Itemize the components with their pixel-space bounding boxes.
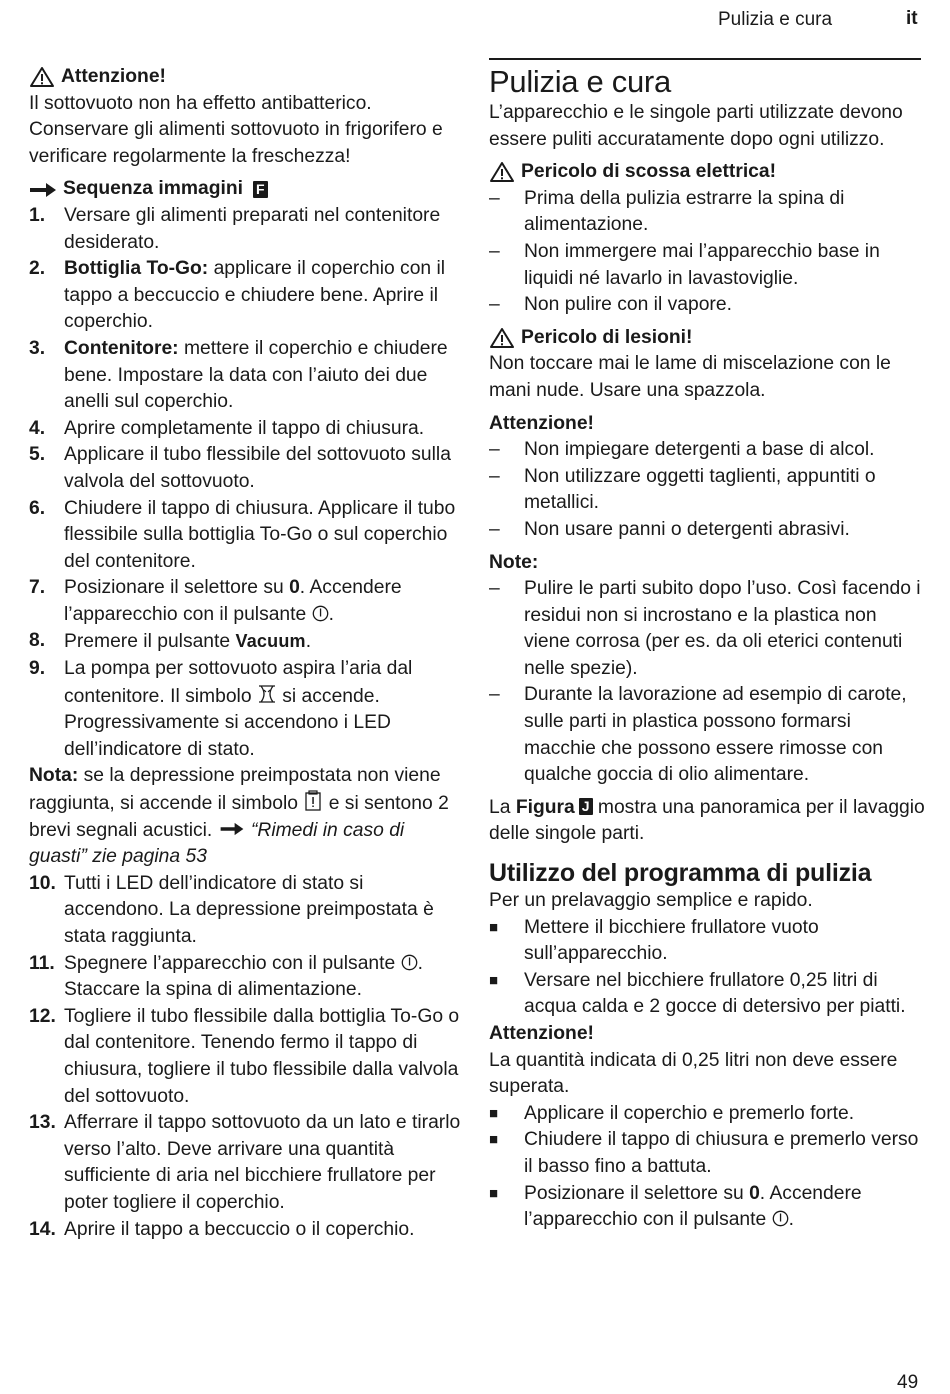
attention-heading-2: Attenzione! (489, 1023, 594, 1044)
error-symbol-icon (303, 790, 323, 812)
attention-title: Attenzione! (61, 66, 166, 87)
intro-text: L’apparecchio e le singole parti utilizzate devono essere puliti accuratamente dopo ogni utilizzo. (489, 102, 903, 150)
list-item: 2. Bottiglia To-Go: applicare il coperchio con il tappo a beccuccio e chiudere bene. Aprire il coperchio. (29, 258, 446, 333)
cleaning-steps-list (489, 915, 925, 1021)
list-item: – Non impiegare detergenti a base di alcol. (489, 439, 875, 461)
arrow-right-icon (218, 822, 246, 836)
arrow-right-icon (29, 182, 57, 198)
list-item: 14. Aprire il tappo a beccuccio o il coperchio. (29, 1218, 415, 1240)
notes-list (489, 576, 925, 789)
list-item: 8. Premere il pulsante Vacuum. (29, 630, 312, 653)
list-item: ■ Mettere il bicchiere frullatore vuoto sull’apparecchio. (489, 916, 819, 965)
warning-triangle-icon (489, 161, 515, 183)
list-item: – Non pulire con il vapore. (489, 294, 732, 316)
list-item: 10. Tutti i LED dell’indicatore di stato si accendono. La depressione preimpostata è stata raggiunta. (29, 872, 434, 947)
list-item: 1. Versare gli alimenti preparati nel contenitore desiderato. (29, 204, 441, 253)
attention-list (489, 437, 925, 543)
steps-list (29, 203, 465, 763)
list-item: 9. La pompa per sottovuoto aspira l’aria dal contenitore. Il simbolo si accende. Progressivamente si accendono i LED dell’indicatore di stato. (29, 658, 413, 760)
vacuum-button-label: Vacuum (235, 631, 306, 652)
danger-injury-text: Non toccare mai le lame di miscelazione con le mani nude. Usare una spazzola. (489, 353, 891, 401)
sequence-heading (29, 176, 465, 203)
attention-heading: Attenzione! (489, 412, 594, 434)
sequence-title: Sequenza immagini (63, 178, 243, 200)
warning-triangle-icon (489, 327, 515, 349)
power-button-icon (772, 1210, 789, 1227)
subsection-title: Utilizzo del programma di pulizia (489, 859, 872, 888)
list-item: – Non usare panni o detergenti abrasivi. (489, 518, 850, 540)
attention-heading (29, 64, 465, 91)
list-item: 13. Afferrare il tappo sottovuoto da un lato e tirarlo verso l’alto. Deve arrivare una quantità sufficiente di aria nel bicchiere frullatore per poter togliere il coperchio. (29, 1112, 461, 1213)
right-column (489, 64, 925, 1234)
list-item: – Pulire le parti subito dopo l’uso. Così facendo i residui non si incrostano e la plastica non viene corrosa (per es. da oli eterici contenuti nelle spezie). (489, 578, 921, 679)
warning-triangle-icon (29, 66, 55, 88)
list-item: ■ Applicare il coperchio e premerlo forte. (489, 1102, 855, 1124)
attention-text-2: La quantità indicata di 0,25 litri non deve essere superata. (489, 1049, 898, 1098)
notes-heading: Note: (489, 551, 539, 573)
list-item: 7. Posizionare il selettore su 0. Accendere l’apparecchio con il pulsante . (29, 577, 402, 625)
list-item: – Durante la lavorazione ad esempio di carote, sulle parti in plastica possono formarsi macchie che possono essere rimosse con qualche goccia di olio alimentare. (489, 684, 907, 786)
page-number: 49 (897, 1372, 919, 1393)
list-item: – Non utilizzare oggetti taglienti, appuntiti o metallici. (489, 465, 876, 514)
list-item: 11. Spegnere l’apparecchio con il pulsante . Staccare la spina di alimentazione. (29, 952, 423, 1001)
cross-reference-link[interactable]: “Rimedi in caso di guasti” zie pagina 53 (29, 819, 405, 868)
attention-text: Il sottovuoto non ha effetto antibatterico. Conservare gli alimenti sottovuoto in frigorifero e verificare regolarmente la freschezza! (29, 92, 443, 167)
figure-reference: La Figura J mostra una panoramica per il lavaggio delle singole parti. (489, 796, 925, 845)
list-item: – Prima della pulizia estrarre la spina di alimentazione. (489, 187, 845, 236)
header-section-title: Pulizia e cura (718, 9, 833, 30)
power-button-icon (401, 954, 418, 971)
danger-injury-heading: Pericolo di lesioni! (489, 325, 925, 352)
power-button-icon (312, 605, 329, 622)
note-paragraph: Nota: se la depressione preimpostata non viene raggiunta, si accende il simbolo e si sentono 2 brevi segnali acustici. “Rimedi in caso di guasti” zie pagina 53 (29, 765, 449, 868)
figure-letter-badge: F (253, 181, 268, 198)
header-language: it (906, 8, 918, 29)
subsection-intro: Per un prelavaggio semplice e rapido. (489, 890, 813, 912)
list-item: ■ Chiudere il tappo di chiusura e premerlo verso il basso fino a battuta. (489, 1129, 919, 1177)
list-item: 12. Togliere il tubo flessibile dalla bottiglia To-Go o dal contenitore. Tenendo fermo il tappo di chiusura, togliere il tubo flessibile dalla valvola del sottovuoto. (29, 1005, 460, 1107)
section-title: Pulizia e cura (489, 64, 671, 99)
list-item: 4. Aprire completamente il tappo di chiusura. (29, 417, 425, 439)
cleaning-steps-list-2 (489, 1101, 925, 1234)
figure-letter-badge: J (579, 798, 593, 815)
steps-list-continued (29, 871, 465, 1243)
list-item: 5. Applicare il tubo flessibile del sottovuoto sulla valvola del sottovuoto. (29, 444, 451, 492)
list-item: 3. Contenitore: mettere il coperchio e chiudere bene. Impostare la data con l’aiuto dei due anelli sul coperchio. (29, 337, 448, 413)
list-item: 6. Chiudere il tappo di chiusura. Applicare il tubo flessibile sulla bottiglia To-Go o sul coperchio del contenitore. (29, 497, 456, 572)
danger-electric-list (489, 186, 925, 319)
left-column (29, 64, 465, 1243)
danger-electric-heading: Pericolo di scossa elettrica! (489, 159, 925, 186)
list-item: ■ Posizionare il selettore su 0. Accendere l’apparecchio con il pulsante . (489, 1182, 862, 1231)
header-rule (489, 58, 921, 60)
list-item: ■ Versare nel bicchiere frullatore 0,25 litri di acqua calda e 2 gocce di detersivo per piatti. (489, 969, 906, 1018)
list-item: – Non immergere mai l’apparecchio base in liquidi né lavarlo in lavastoviglie. (489, 240, 880, 289)
vacuum-symbol-icon (257, 683, 277, 705)
